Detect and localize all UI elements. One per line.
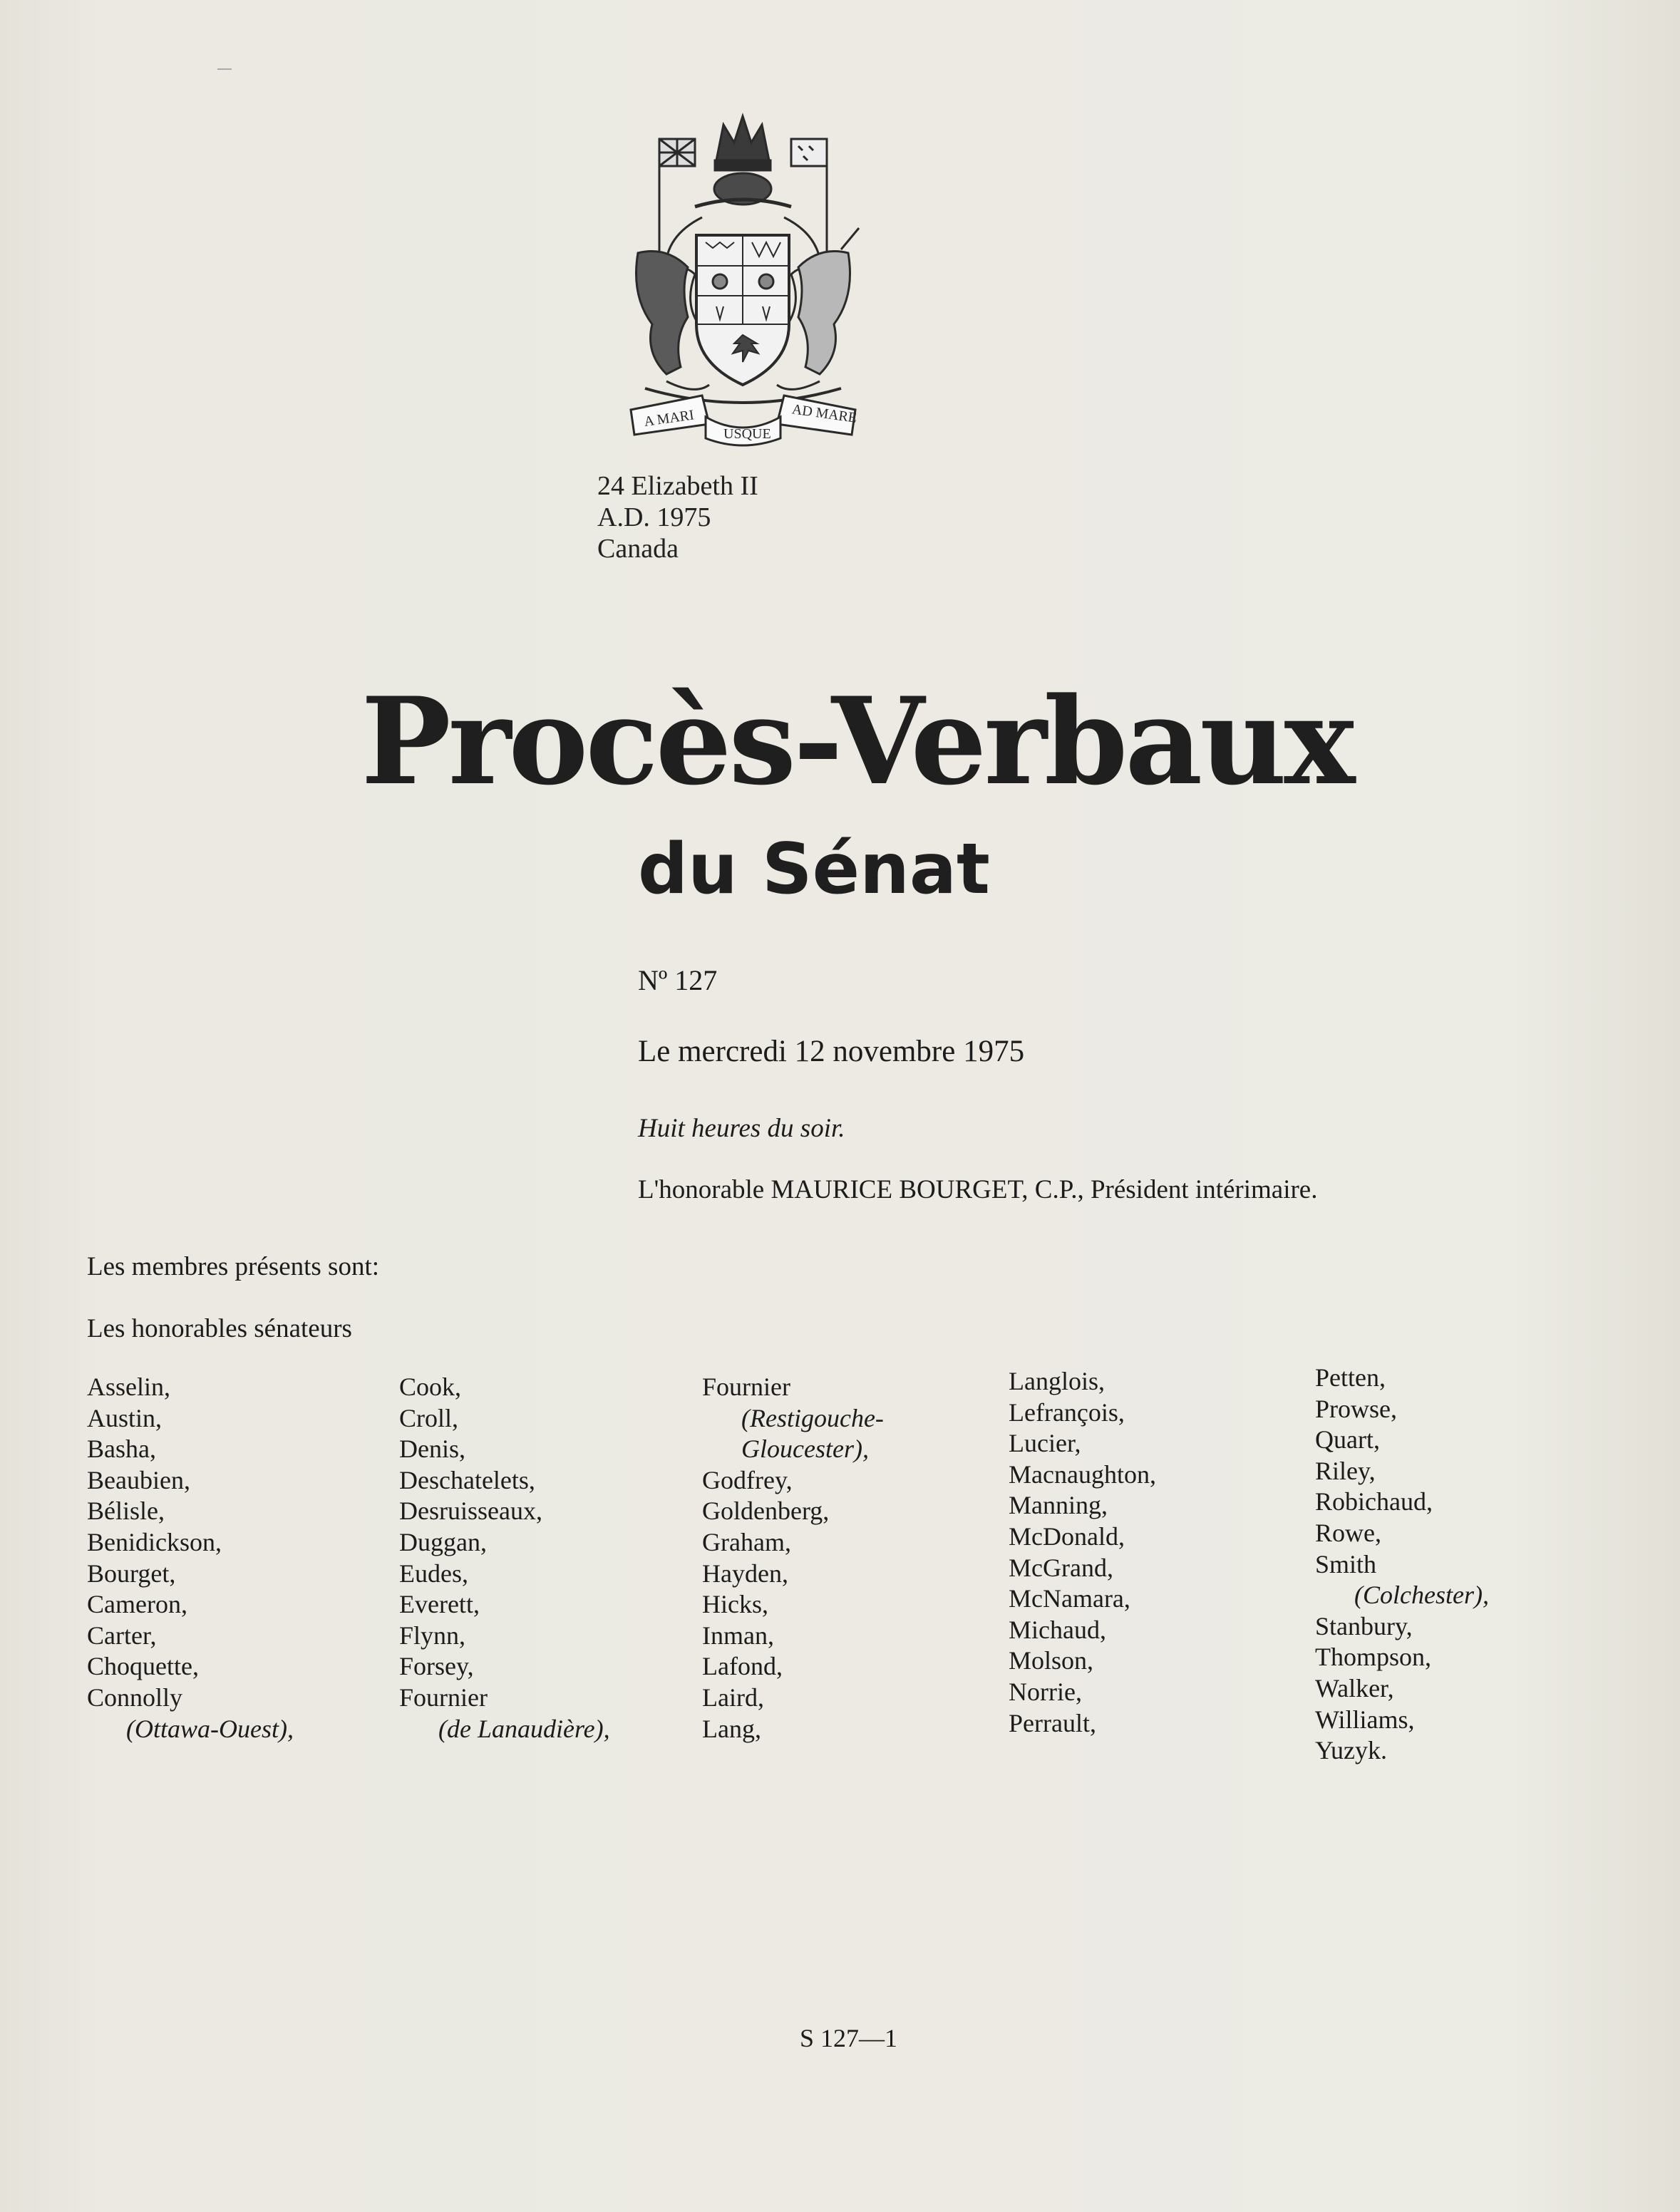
senators-heading: Les honorables sénateurs — [87, 1314, 352, 1343]
senator-name: Denis, — [399, 1435, 465, 1464]
senator-column-3 — [702, 1372, 884, 1745]
senator-name: McNamara, — [1009, 1584, 1130, 1613]
senator-name: Benidickson, — [87, 1527, 222, 1556]
senator-name: Inman, — [702, 1621, 774, 1650]
senator-name: Asselin, — [87, 1373, 170, 1401]
senator-name: Lucier, — [1009, 1429, 1081, 1458]
senator-name: Molson, — [1009, 1646, 1094, 1675]
senator-name: Flynn, — [399, 1621, 466, 1650]
regnal-year: 24 Elizabeth II — [597, 471, 758, 501]
senator-name: Basha, — [87, 1435, 156, 1464]
senator-name: Fournier — [399, 1683, 488, 1712]
crest-motto-left: A MARI — [643, 407, 696, 430]
page-subtitle: du Sénat — [638, 829, 990, 910]
senator-name: (Restigouche- — [741, 1403, 884, 1432]
senator-name: Croll, — [399, 1403, 459, 1432]
senator-name: Cook, — [399, 1373, 462, 1401]
senator-name: Rowe, — [1315, 1518, 1381, 1547]
senator-name: Norrie, — [1009, 1677, 1082, 1706]
senator-name: Smith — [1315, 1549, 1377, 1578]
senator-name: Carter, — [87, 1621, 157, 1650]
senator-name: Connolly — [87, 1683, 183, 1712]
sitting-time: Huit heures du soir. — [638, 1114, 845, 1143]
senator-name: Cameron, — [87, 1590, 187, 1619]
senator-name: Macnaughton, — [1009, 1459, 1156, 1489]
senator-name: Bourget, — [87, 1559, 176, 1588]
country: Canada — [597, 534, 679, 564]
senator-name: Desruisseaux, — [399, 1497, 542, 1526]
senator-name: Hayden, — [702, 1559, 788, 1588]
senator-name: Laird, — [702, 1683, 764, 1712]
senator-name: Lang, — [702, 1714, 761, 1743]
senator-name: Godfrey, — [702, 1465, 793, 1494]
senator-name: Williams, — [1315, 1705, 1415, 1734]
senator-name: Hicks, — [702, 1590, 768, 1619]
senator-name: Michaud, — [1009, 1615, 1106, 1644]
senator-name: Manning, — [1009, 1491, 1108, 1520]
publication-meta — [597, 470, 758, 564]
crest-motto-center: USQUE — [723, 426, 771, 442]
senator-name: (Colchester), — [1354, 1581, 1489, 1610]
page-footer: S 127—1 — [800, 2024, 898, 2052]
senator-name: Choquette, — [87, 1652, 199, 1681]
senator-column-4 — [1009, 1366, 1156, 1739]
senator-name: Gloucester), — [741, 1435, 869, 1464]
senator-name: Deschatelets, — [399, 1465, 535, 1494]
senator-name: Lefrançois, — [1009, 1397, 1125, 1427]
senator-name: Yuzyk. — [1315, 1736, 1387, 1765]
senator-name: Austin, — [87, 1403, 163, 1432]
senator-name: McDonald, — [1009, 1521, 1125, 1551]
senator-name: (Ottawa-Ouest), — [126, 1714, 294, 1743]
senator-column-5 — [1315, 1363, 1489, 1767]
senator-name: Everett, — [399, 1590, 480, 1619]
senator-name: Duggan, — [399, 1527, 487, 1556]
senator-name: Bélisle, — [87, 1497, 165, 1526]
senator-name: Langlois, — [1009, 1367, 1105, 1395]
issue-number: Nº 127 — [638, 964, 718, 996]
senator-name: (de Lanaudière), — [438, 1714, 610, 1743]
senator-name: McGrand, — [1009, 1553, 1113, 1582]
presiding-officer: L'honorable MAURICE BOURGET, C.P., Président intérimaire. — [638, 1175, 1318, 1204]
year: A.D. 1975 — [597, 502, 711, 532]
crest-motto-right: AD MARE — [790, 401, 858, 426]
senator-name: Perrault, — [1009, 1708, 1096, 1737]
senator-name: Walker, — [1315, 1673, 1394, 1702]
page-title: Procès-Verbaux — [361, 671, 1353, 812]
senator-name: Forsey, — [399, 1652, 474, 1681]
senator-name: Quart, — [1315, 1425, 1380, 1454]
senator-name: Petten, — [1315, 1363, 1386, 1392]
sitting-date: Le mercredi 12 novembre 1975 — [638, 1035, 1025, 1068]
senator-name: Graham, — [702, 1527, 791, 1556]
senator-name: Fournier — [702, 1373, 790, 1401]
senator-column-2 — [399, 1372, 610, 1745]
senator-name: Thompson, — [1315, 1643, 1432, 1672]
senator-name: Robichaud, — [1315, 1487, 1433, 1516]
members-intro: Les membres présents sont: — [87, 1252, 379, 1281]
senator-name: Eudes, — [399, 1559, 468, 1588]
senator-name: Riley, — [1315, 1456, 1376, 1485]
senator-name: Prowse, — [1315, 1394, 1397, 1423]
senator-column-1 — [87, 1372, 294, 1745]
senator-name: Stanbury, — [1315, 1611, 1413, 1640]
senator-name: Goldenberg, — [702, 1497, 830, 1526]
coat-of-arms-icon — [617, 110, 870, 449]
senator-name: Beaubien, — [87, 1465, 190, 1494]
senator-name: Lafond, — [702, 1652, 783, 1681]
margin-mark — [217, 68, 232, 70]
